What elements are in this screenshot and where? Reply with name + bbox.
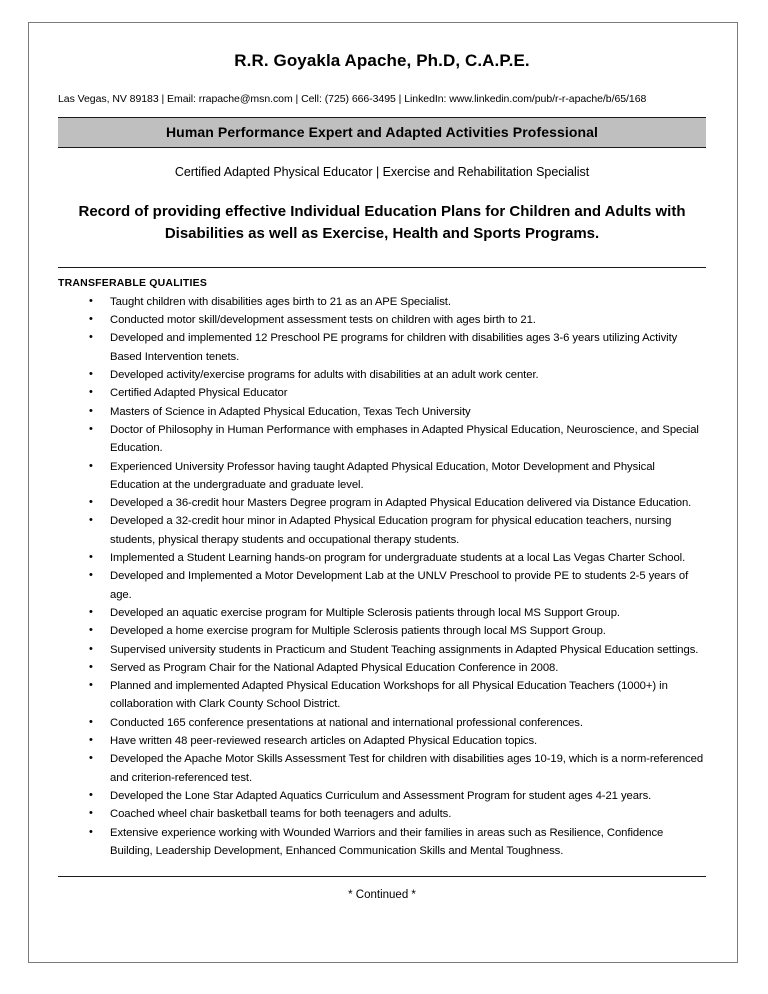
list-item: • Experienced University Professor having taught Adapted Physical Education, Motor Development and Physical Education at the undergraduate and graduate level. [58,458,706,495]
divider-below-banner [58,147,706,148]
list-item: • Developed the Apache Motor Skills Assessment Test for children with disabilities ages 10-19, which is a norm-referenced and criterion-referenced test. [58,750,706,787]
resume-content [58,41,706,901]
list-item: • Developed a 36-credit hour Masters Degree program in Adapted Physical Education delivered via Distance Education. [58,494,706,512]
list-item: • Conducted 165 conference presentations at national and international professional conferences. [58,714,706,732]
divider-above-footer [58,876,706,877]
list-item: • Developed a home exercise program for Multiple Sclerosis patients through local MS Support Group. [58,622,706,640]
list-item: • Planned and implemented Adapted Physical Education Workshops for all Physical Education Teachers (1000+) in collaboration with Clark County School District. [58,677,706,714]
footer-continued-note: * Continued * [348,889,416,902]
headline-banner: Human Performance Expert and Adapted Activities Professional [58,118,706,147]
list-item: • Developed and Implemented a Motor Development Lab at the UNLV Preschool to provide PE to students 2-5 years of age. [58,567,706,604]
list-item: • Developed and implemented 12 Preschool PE programs for children with disabilities ages 3-6 years utilizing Activity Based Intervention tenets. [58,329,706,366]
resume-page [28,22,738,963]
divider-above-section [58,267,706,268]
contact-info-line: Las Vegas, NV 89183 | Email: rrapache@msn.com | Cell: (725) 666-3495 | LinkedIn: www.linkedin.com/pub/r-r-apache/b/65/168 [58,93,647,106]
list-item: • Implemented a Student Learning hands-on program for undergraduate students at a local Las Vegas Charter School. [58,549,706,567]
transferable-qualities-list [58,293,706,860]
list-item: • Have written 48 peer-reviewed research articles on Adapted Physical Education topics. [58,732,706,750]
list-item: • Developed a 32-credit hour minor in Adapted Physical Education program for physical education teachers, nursing students, physical therapy students and occupational therapy students. [58,512,706,549]
list-item: • Certified Adapted Physical Educator [58,384,706,402]
list-item: • Conducted motor skill/development assessment tests on children with ages birth to 21. [58,311,706,329]
list-item: • Supervised university students in Practicum and Student Teaching assignments in Adapted Physical Education settings. [58,641,706,659]
list-item: • Masters of Science in Adapted Physical Education, Texas Tech University [58,403,706,421]
list-item: • Doctor of Philosophy in Human Performance with emphases in Adapted Physical Education, Neuroscience, and Special Education. [58,421,706,458]
page-title: R.R. Goyakla Apache, Ph.D, C.A.P.E. [234,51,530,70]
subtitle: Certified Adapted Physical Educator | Exercise and Rehabilitation Specialist [174,165,590,180]
list-item: • Developed activity/exercise programs for adults with disabilities at an adult work center. [58,366,706,384]
list-item: • Extensive experience working with Wounded Warriors and their families in areas such as Resilience, Confidence Building, Leadership Development, Enhanced Communication Skills and Mental Toughness. [58,824,706,861]
list-item: • Developed an aquatic exercise program for Multiple Sclerosis patients through local MS Support Group. [58,604,706,622]
list-item: • Served as Program Chair for the National Adapted Physical Education Conference in 2008. [58,659,706,677]
summary-headline: Record of providing effective Individual Education Plans for Children and Adults with Disabilities as well as Exercise, Health and Sports Programs. [78,203,686,243]
list-item: • Taught children with disabilities ages birth to 21 as an APE Specialist. [58,293,706,311]
list-item: • Coached wheel chair basketball teams for both teenagers and adults. [58,805,706,823]
list-item: • Developed the Lone Star Adapted Aquatics Curriculum and Assessment Program for student ages 4-21 years. [58,787,706,805]
section-title-transferable-qualities: TRANSFERABLE QUALITIES [58,276,208,289]
